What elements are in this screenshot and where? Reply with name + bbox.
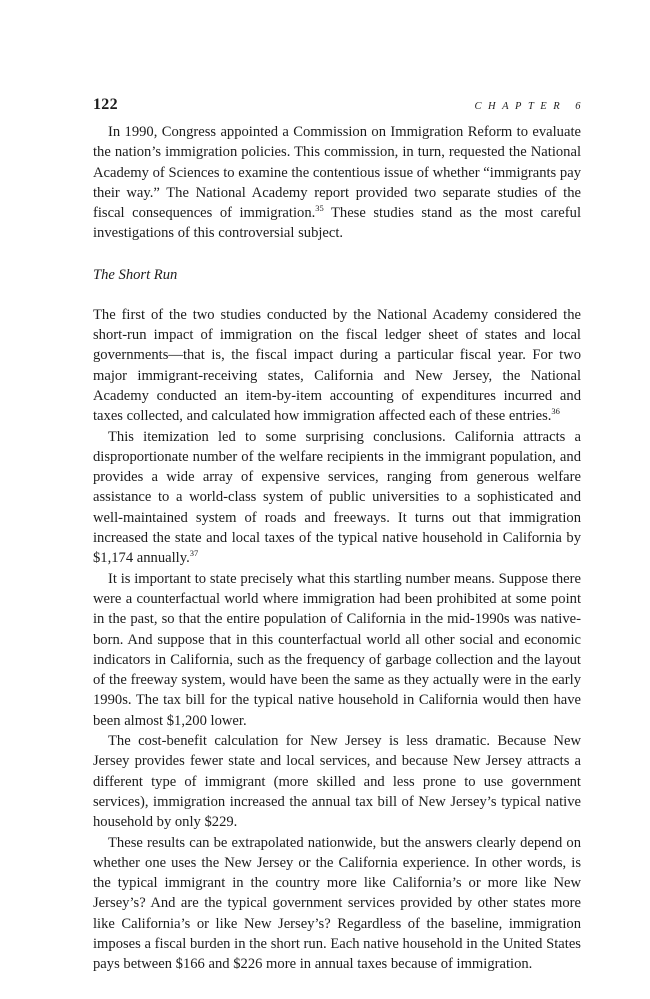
section-heading: The Short Run [93,266,178,283]
footnote-marker: 35 [315,203,324,214]
page-number: 122 [93,96,118,113]
footnote-marker: 37 [189,548,199,559]
paragraph [93,305,581,427]
paragraph-text: In 1990, Congress appointed a Commission on Immigration Reform to evaluate the nation’s immigration policies. This commission, in turn, requested the National Academy of Sciences to examine the contentious issue of whether “immigrants pay their way.” The National Academy report provided two separate studies of the fiscal consequences of immigration. [93,124,581,222]
footnote-marker: 36 [551,406,560,417]
chapter-label: CHAPTER 6 [474,101,587,112]
paragraph-text: The first of the two studies conducted by the National Academy considered the short-run impact of immigration on the fiscal ledger sheet of states and local governments—that is, the fiscal impact during a particular fiscal year. For two major immigrant-receiving states, California and New Jersey, the National Academy conducted an item-by-item accounting of expenditures incurred and taxes collected, and calculated how immigration affected each of these entries. [93,306,581,425]
running-head [93,96,587,118]
paragraph-text-tail: These studies stand as the most careful investigations of this controversial subject. [93,205,581,242]
book-page [93,96,587,975]
paragraph-text: It is important to state precisely what this startling number means. Suppose there were a counterfactual world where immigration had been prohibited at some point in the past, so that the entire population of California in the mid-1990s was native-born. And suppose that in this counterfactual world all other social and economic indicators in California, such as the frequency of garbage collection and the layout of the freeway system, would have been the same as they actually were in the early 1990s. The tax bill for the typical native household in California would then have been almost $1,200 lower. [93,570,581,729]
paragraph-text: This itemization led to some surprising conclusions. California attracts a disproportionate number of the welfare recipients in the immigrant population, and provides a wide array of expensive services, ranging from generous welfare assistance to a world-class system of public universities to a sophisticated and well-maintained system of roads and freeways. It turns out that immigration increased the state and local taxes of the typical native household in California by $1,174 annually. [93,428,581,567]
paragraph [93,731,581,832]
paragraph [93,122,581,244]
paragraph-text: The cost-benefit calculation for New Jersey is less dramatic. Because New Jersey provides fewer state and local services, and because New Jersey attracts a different type of immigrant (more skilled and less prone to use government services), immigration increased the annual tax bill of New Jersey’s typical native household by only $229. [93,733,581,831]
paragraph-text: These results can be extrapolated nationwide, but the answers clearly depend on whether one uses the New Jersey or the California experience. In other words, is the typical immigrant in the country more like California’s or more like New Jersey’s? And are the typical government services provided by other states more like California’s or like New Jersey’s? Regardless of the baseline, immigration imposes a fiscal burden in the short run. Each native household in the United States pays between $166 and $226 more in annual taxes because of immigration. [93,834,581,973]
paragraph [93,427,581,569]
paragraph [93,569,581,731]
paragraph [93,833,581,975]
